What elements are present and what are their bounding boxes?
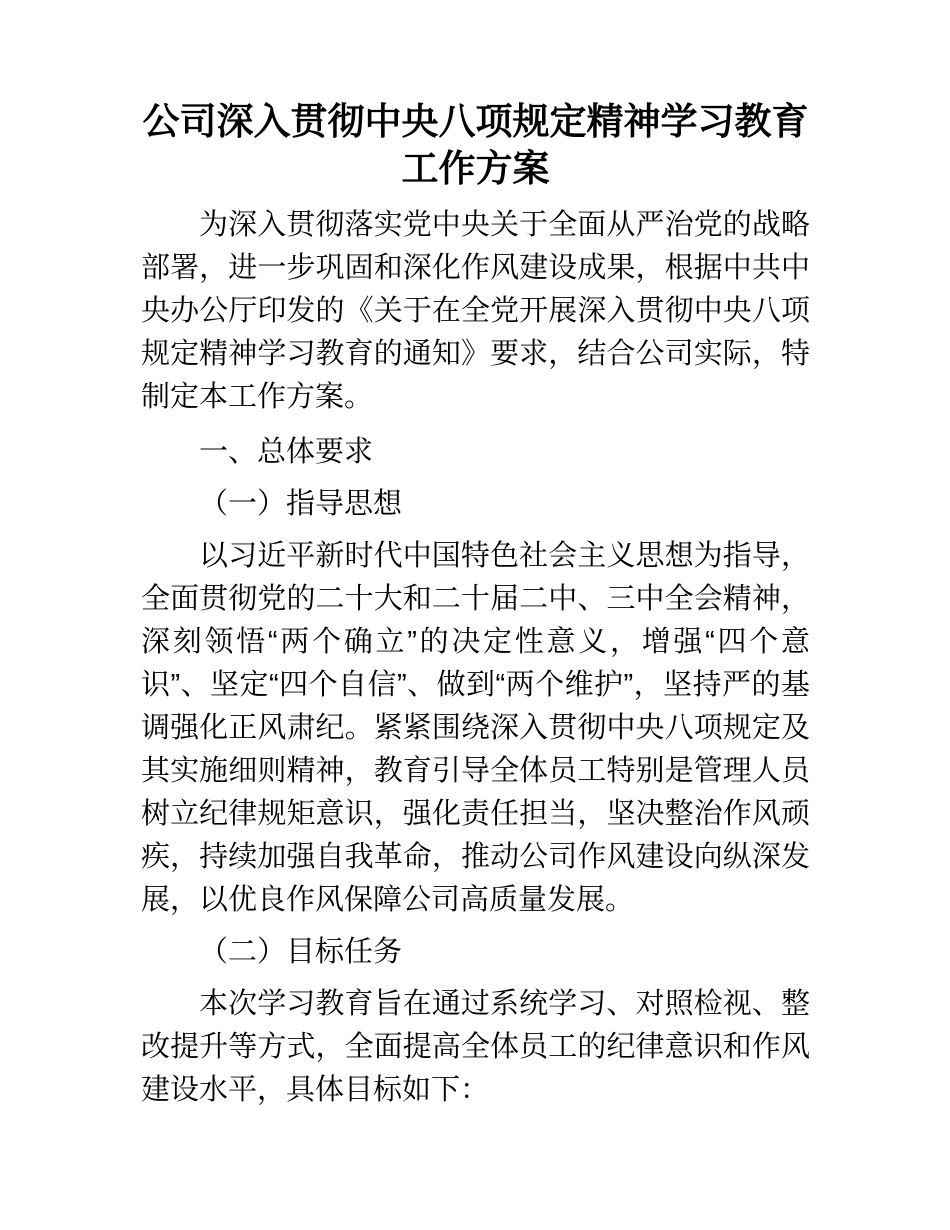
document-content-column	[141, 0, 810, 1112]
intro-paragraph: 为深入贯彻落实党中央关于全面从严治党的战略部署，进一步巩固和深化作风建设成果，根据中共中央办公厅印发的《关于在全党开展深入贯彻中央八项规定精神学习教育的通知》要求，结合公司实际，特制定本工作方案。	[141, 209, 810, 413]
section-heading-overall-requirements: 一、总体要求	[199, 436, 374, 468]
document-title: 公司深入贯彻中央八项规定精神学习教育工作方案	[142, 101, 809, 189]
objectives-paragraph: 本次学习教育旨在通过系统学习、对照检视、整改提升等方式，全面提高全体员工的纪律意识和作风建设水平，具体目标如下：	[141, 988, 810, 1106]
subsection-heading-guiding-thought: （一）指导思想	[199, 488, 403, 520]
guiding-thought-paragraph: 以习近平新时代中国特色社会主义思想为指导，全面贯彻党的二十大和二十届二中、三中全会精神，深刻领悟“两个确立”的决定性意义，增强“四个意识”、坚定“四个自信”、做到“两个维护”，坚持严的基调强化正风肃纪。紧紧围绕深入贯彻中央八项规定及其实施细则精神，教育引导全体员工特别是管理人员树立纪律规矩意识，强化责任担当，坚决整治作风顽疾，持续加强自我革命，推动公司作风建设向纵深发展，以优良作风保障公司高质量发展。	[141, 540, 810, 916]
subsection-heading-objectives: （二）目标任务	[199, 936, 403, 968]
